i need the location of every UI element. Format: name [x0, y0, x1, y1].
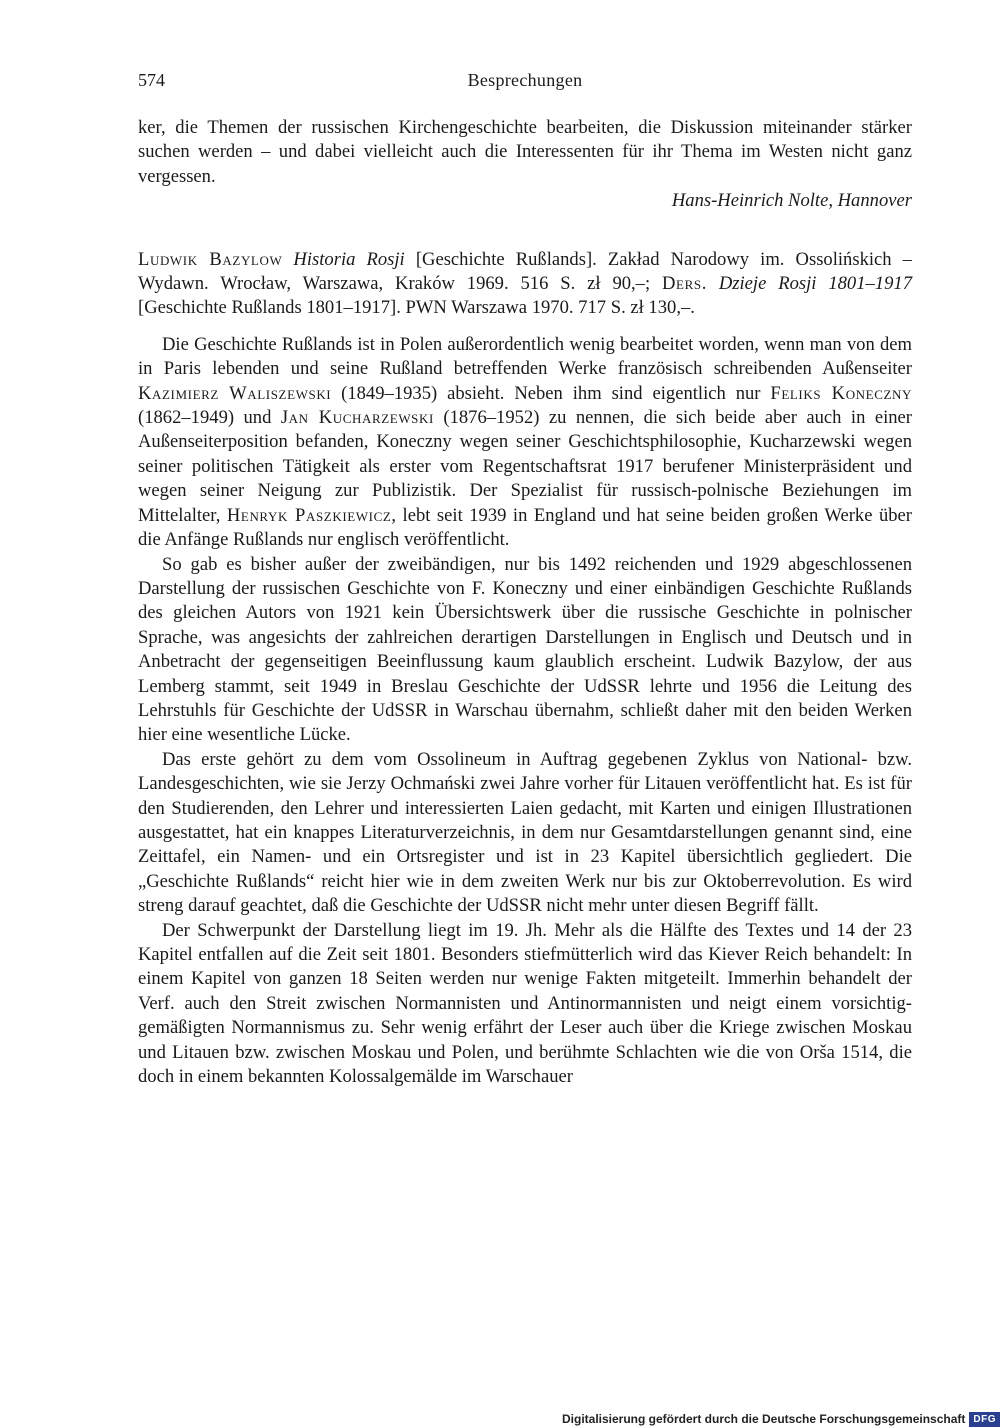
body-paragraph-4: Der Schwerpunkt der Darstellung liegt im 19. Jh. Mehr als die Hälfte des Textes und 14 der 23 Kapitel entfallen auf die Zeit seit 1801. Besonders stiefmütterlich wird das Kiever Reich behandelt: In einem Kapitel von ganzen 18 Seiten werden nur wenige Fakten mitgeteilt. Immerhin behandelt der Verf. auch den Streit zwischen Normannisten und Antinormannisten und neigt einem vorsichtig-gemäßigten Normannismus zu. Sehr wenig erfährt der Leser auch über die Kriege zwischen Moskau und Litauen bzw. zwischen Moskau und Polen, und berühmte Schlachten wie die von Orša 1514, die doch in einem bekannten Kolossalgemälde im Warschauer	[138, 919, 912, 1088]
person-name: Kazimierz Waliszewski	[138, 382, 332, 404]
body-paragraph-2: So gab es bisher außer der zweibändigen, nur bis 1492 reichenden und 1929 abgeschlossenen Darstellung der russischen Geschichte von F. Koneczny und einer einbändigen Geschichte Rußlands des gleichen Autors von 1921 kein Übersichtswerk über die russische Geschichte in polnischer Sprache, was angesichts der zahlreichen derartigen Darstellungen in Englisch und Deutsch und in Anbetracht der gegenseitigen Beeinflussung kaum glaublich erscheint. Ludwik Bazylow, der aus Lemberg stammt, seit 1949 in Breslau Geschichte der UdSSR lehrte und 1956 die Leitung des Lehrstuhls für Geschichte der UdSSR in Warschau übernahm, schließt daher mit den beiden Werken hier eine wesentliche Lücke.	[138, 553, 912, 746]
bibliographic-entry	[138, 248, 912, 321]
page	[138, 70, 912, 1089]
previous-review-ending: ker, die Themen der russischen Kirchengeschichte bearbeiten, die Diskussion miteinander stärker suchen werden – und dabei vielleicht auch die Interessenten für ihr Thema im Westen nicht ganz vergessen.	[138, 117, 912, 187]
page-number: 574	[138, 70, 165, 90]
person-name: Henryk Paszkiewicz	[226, 504, 392, 526]
digitization-footer	[562, 1410, 1000, 1428]
funding-credit: Digitalisierung gefördert durch die Deutsche Forschungsgemeinschaft	[561, 1412, 966, 1426]
running-title: Besprechungen	[467, 70, 583, 90]
author-name-ders: Ders.	[662, 273, 707, 295]
body-paragraph-3: Das erste gehört zu dem vom Ossolineum in Auftrag gegebenen Zyklus von National- bzw. Landesgeschichten, wie sie Jerzy Ochmański zwei Jahre vorher für Litauen veröffentlicht hat. Es ist für den Studierenden, den Lehrer und interessierten Laien gedacht, mit Karten und einigen Illustrationen ausgestattet, hat ein knappes Literaturverzeichnis, in dem nur Gesamtdarstellungen genannt sind, eine Zeittafel, ein Namen- und ein Ortsregister und ist in 23 Kapitel übersichtlich gegliedert. Die „Geschichte Rußlands“ reicht hier wie in dem zweiten Werk nur bis zur Oktoberrevolution. Es wird streng darauf geachtet, daß die Geschichte der UdSSR nicht mehr unter diesen Begriff fällt.	[138, 748, 912, 917]
publication-details-second: [Geschichte Rußlands 1801–1917]. PWN Warszawa 1970. 717 S. zł 130,–.	[138, 297, 695, 319]
person-name: Jan Kucharzewski	[280, 407, 434, 429]
author-name: Ludwik Bazylow	[138, 248, 283, 270]
book-title-second: Dzieje Rosji 1801–1917	[718, 273, 912, 295]
body-paragraph-1: Die Geschichte Rußlands ist in Polen außerordentlich wenig bearbeitet worden, wenn man von dem in Paris lebenden und seine Rußland betreffenden Werke französisch schreibenden Außenseiter Kazimierz Waliszewski (1849–1935) absieht. Neben ihm sind eigentlich nur Feliks Koneczny (1862–1949) und Jan Kucharzewski (1876–1952) zu nennen, die sich beide aber auch in einer Außenseiterposition befanden, Koneczny wegen seiner Geschichtsphilosophie, Kucharzewski wegen seiner politischen Tätigkeit als erster vom Regentschaftsrat 1917 berufener Ministerpräsident und wegen seiner Neigung zur Publizistik. Der Spezialist für russisch-polnische Beziehungen im Mittelalter, Henryk Paszkiewicz, lebt seit 1939 in England und hat seine beiden großen Werke über die Anfänge Rußlands nur englisch veröffentlicht.	[138, 333, 912, 551]
person-name: Feliks Koneczny	[770, 382, 912, 404]
dfg-logo: DFG	[969, 1412, 1000, 1427]
publication-details: [Geschichte Rußlands]. Zakład Narodowy im. Ossolińskich – Wydawn. Wrocław, Warszawa, Kraków 1969. 516 S. zł 90,–;	[138, 248, 912, 295]
reviewer-signature: Hans-Heinrich Nolte, Hannover	[671, 190, 912, 212]
page-header	[138, 70, 912, 100]
book-title: Historia Rosji	[293, 248, 405, 270]
